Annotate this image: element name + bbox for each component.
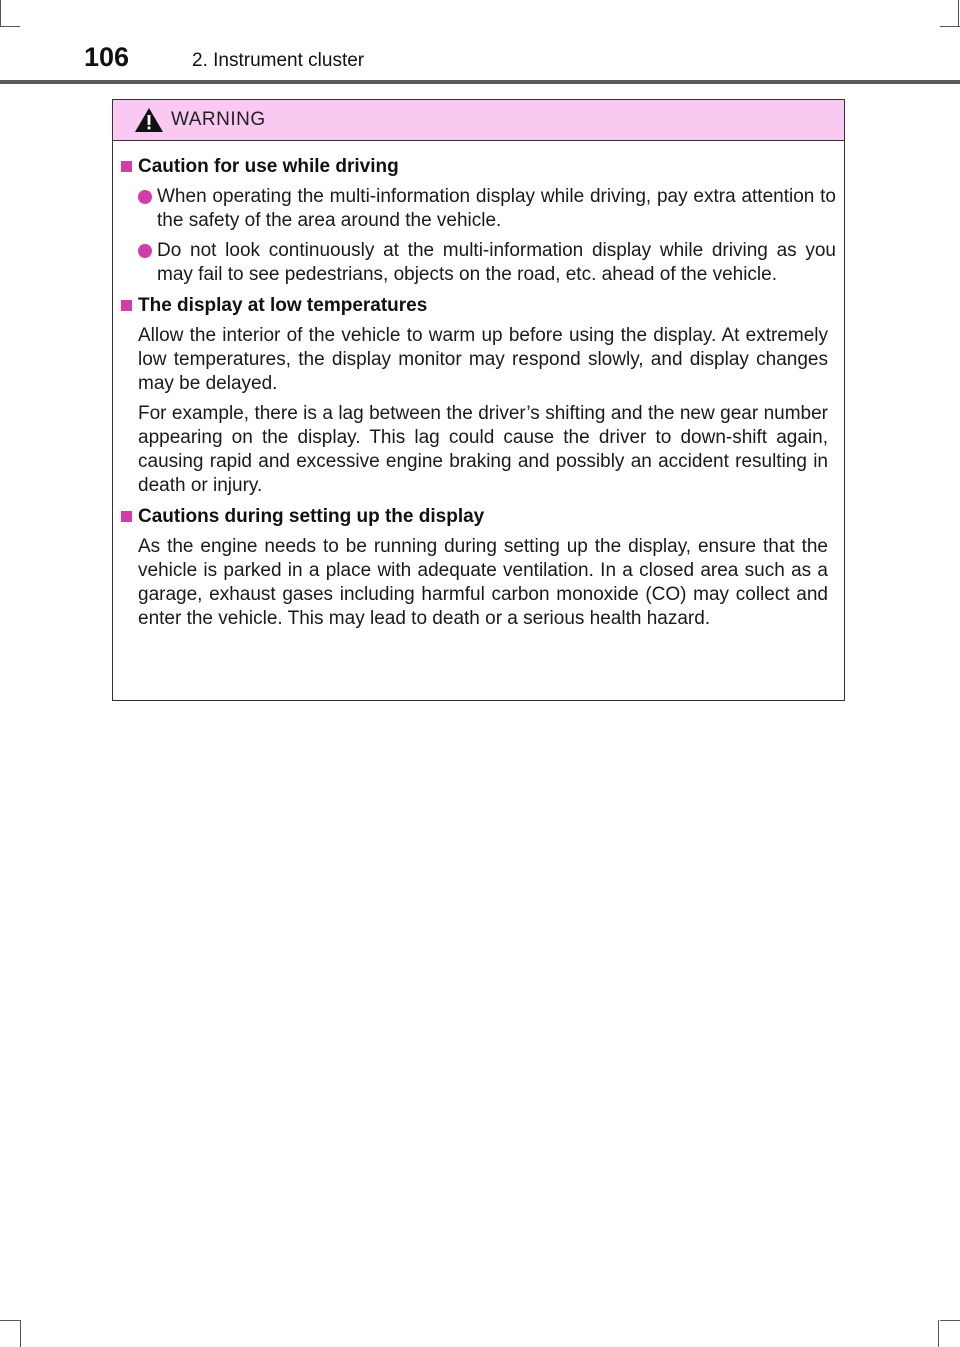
warning-triangle-icon: [134, 107, 164, 133]
paragraph: Allow the interior of the vehicle to warm up before using the display. At extremely low temperatures, the display monitor may respond slowly, and display changes may be delayed.: [138, 325, 828, 394]
subheading-text: The display at low temperatures: [138, 295, 428, 316]
bullet-text: When operating the multi-information display while driving, pay extra attention to the safety of the area around the vehicle.: [157, 186, 836, 231]
warning-header: [113, 100, 844, 141]
bullet-item: [121, 239, 836, 287]
crop-mark: [0, 1320, 20, 1321]
warning-body: [113, 141, 844, 631]
crop-mark: [20, 1320, 21, 1347]
section-title: 2. Instrument cluster: [192, 50, 365, 71]
square-bullet-icon: [121, 300, 132, 311]
warning-box: [112, 99, 845, 701]
crop-mark: [938, 1320, 939, 1347]
warning-label: WARNING: [171, 109, 266, 130]
header-rule: [0, 80, 960, 84]
page-number: 106: [84, 42, 130, 72]
subheading-driving: [121, 155, 836, 179]
subheading-text: Cautions during setting up the display: [138, 506, 485, 527]
bullet-item: [121, 185, 836, 233]
crop-mark: [940, 1320, 960, 1321]
page-header: [0, 0, 960, 84]
subheading-text: Caution for use while driving: [138, 156, 399, 177]
square-bullet-icon: [121, 511, 132, 522]
subheading-low-temperatures: [121, 294, 836, 318]
square-bullet-icon: [121, 161, 132, 172]
paragraph: As the engine needs to be running during setting up the display, ensure that the vehicle is parked in a place with adequate ventilation. In a closed area such as a garage, exhaust gases including harmful carbon monoxide (CO) may collect and enter the vehicle. This may lead to death or a serious health hazard.: [138, 536, 828, 629]
circle-bullet-icon: [138, 244, 152, 258]
paragraph: For example, there is a lag between the driver’s shifting and the new gear number appearing on the display. This lag could cause the driver to down-shift again, causing rapid and excessive engine braking and possibly an accident resulting in death or injury.: [138, 403, 828, 496]
bullet-text: Do not look continuously at the multi-information display while driving as you may fail to see pedestrians, objects on the road, etc. ahead of the vehicle.: [157, 240, 836, 285]
circle-bullet-icon: [138, 190, 152, 204]
subheading-setting-up: [121, 505, 836, 529]
